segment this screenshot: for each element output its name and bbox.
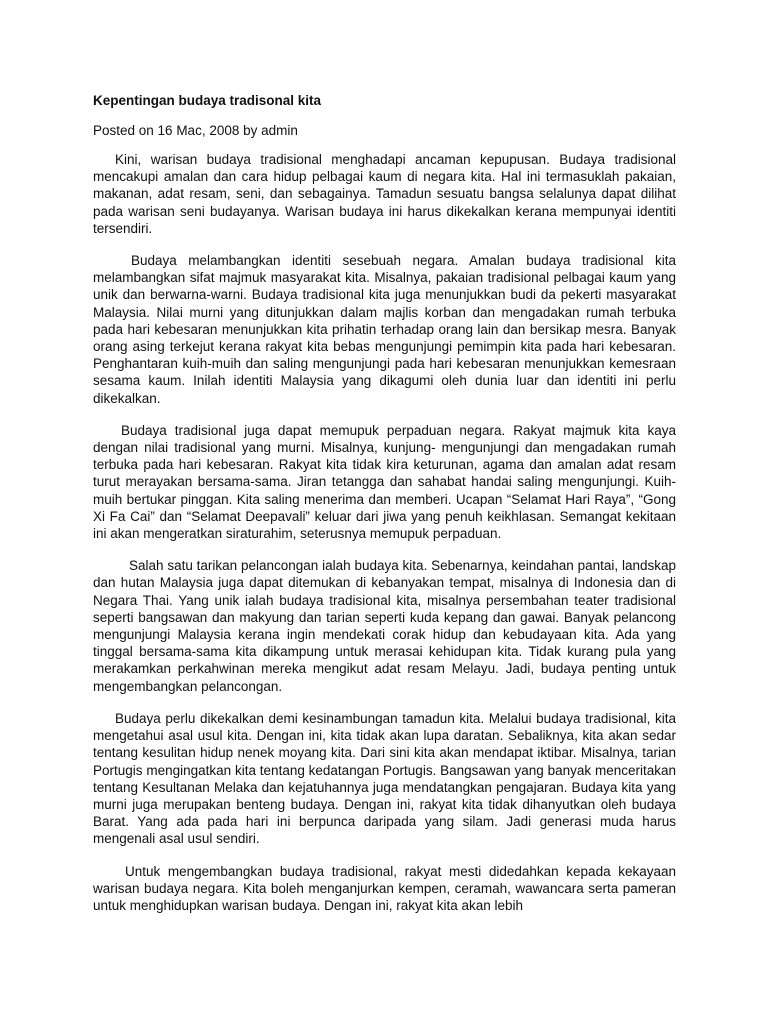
- paragraph-5: Budaya perlu dikekalkan demi kesinambungan tamadun kita. Melalui budaya tradisional, kita mengetahui asal usul kita. Dengan ini, kita tidak akan lupa daratan. Sebaliknya, kita akan sedar tentang kesulitan hidup nenek moyang kita. Dari sini kita akan mendapat iktibar. Misalnya, tarian Portugis mengingatkan kita tentang kedatangan Portugis. Bangsawan yang banyak menceritakan tentang Kesultanan Melaka dan kejatuhannya juga mendatangkan pengajaran. Budaya kita yang murni juga merupakan benteng budaya. Dengan ini, rakyat kita tidak dihanyutkan oleh budaya Barat. Yang ada pada hari ini berpunca daripada yang silam. Jadi generasi muda harus mengenali asal usul sendiri.: [93, 710, 676, 847]
- paragraph-3: Budaya tradisional juga dapat memupuk perpaduan negara. Rakyat majmuk kita kaya dengan nilai tradisional yang murni. Misalnya, kunjung- mengunjungi dan mengadakan rumah terbuka pada hari kebesaran. Rakyat kita tidak kira keturunan, agama dan amalan adat resam turut merayakan bersama-sama. Jiran tetangga dan sahabat handai saling mengunjungi. Kuih- muih bertukar pinggan. Kita saling menerima dan memberi. Ucapan “Selamat Hari Raya”, “Gong Xi Fa Cai” dan “Selamat Deepavali” keluar dari jiwa yang penuh keikhlasan. Semangat kekitaan ini akan mengeratkan siraturahim, seterusnya memupuk perpaduan.: [93, 422, 676, 542]
- paragraph-6: Untuk mengembangkan budaya tradisional, rakyat mesti didedahkan kepada kekayaan warisan budaya negara. Kita boleh menganjurkan kempen, ceramah, wawancara serta pameran untuk menghidupkan warisan budaya. Dengan ini, rakyat kita akan lebih: [93, 863, 676, 913]
- post-meta: Posted on 16 Mac, 2008 by admin: [93, 123, 298, 138]
- paragraph-4: Salah satu tarikan pelancongan ialah budaya kita. Sebenarnya, keindahan pantai, landskap dan hutan Malaysia juga dapat ditemukan di kebanyakan tempat, misalnya di Indonesia dan di Negara Thai. Yang unik ialah budaya tradisional kita, misalnya persembahan teater tradisional seperti bangsawan dan makyung dan tarian seperti kuda kepang dan gawai. Banyak pelancong mengunjungi Malaysia kerana ingin mendekati corak hidup dan kebudayaan kita. Ada yang tinggal bersama-sama kita dikampung untuk merasai kehidupan kita. Tidak kurang pula yang merakamkan perkahwinan mereka mengikut adat resam Melayu. Jadi, budaya penting untuk mengembangkan pelancongan.: [93, 558, 676, 694]
- paragraph-2: Budaya melambangkan identiti sesebuah negara. Amalan budaya tradisional kita melambangkan sifat majmuk masyarakat kita. Misalnya, pakaian tradisional pelbagai kaum yang unik dan berwarna-warni. Budaya tradisional kita juga menunjukkan budi da pekerti masyarakat Malaysia. Nilai murni yang ditunjukkan dalam majlis korban dan mengadakan rumah terbuka pada hari kebesaran menunjukkan kita prihatin terhadap orang lain dan bersikap mesra. Banyak orang asing terkejut kerana rakyat kita bebas mengunjungi pemimpin kita pada hari kebesaran. Penghantaran kuih-muih dan saling mengunjungi pada hari kebesaran menunjukkan kemesraan sesama kaum. Inilah identiti Malaysia yang dikagumi oleh dunia luar dan identiti ini perlu dikekalkan.: [93, 253, 676, 406]
- document-page: [93, 92, 676, 929]
- paragraph-1: Kini, warisan budaya tradisional menghadapi ancaman kepupusan. Budaya tradisional mencakupi amalan dan cara hidup pelbagai kaum di negara kita. Hal ini termasuklah pakaian, makanan, adat resam, seni, dan sebagainya. Tamadun sesuatu bangsa selalunya dapat dilihat pada warisan seni budayanya. Warisan budaya ini harus dikekalkan kerana mempunyai identiti tersendiri.: [93, 152, 676, 236]
- article-title: Kepentingan budaya tradisonal kita: [93, 93, 322, 108]
